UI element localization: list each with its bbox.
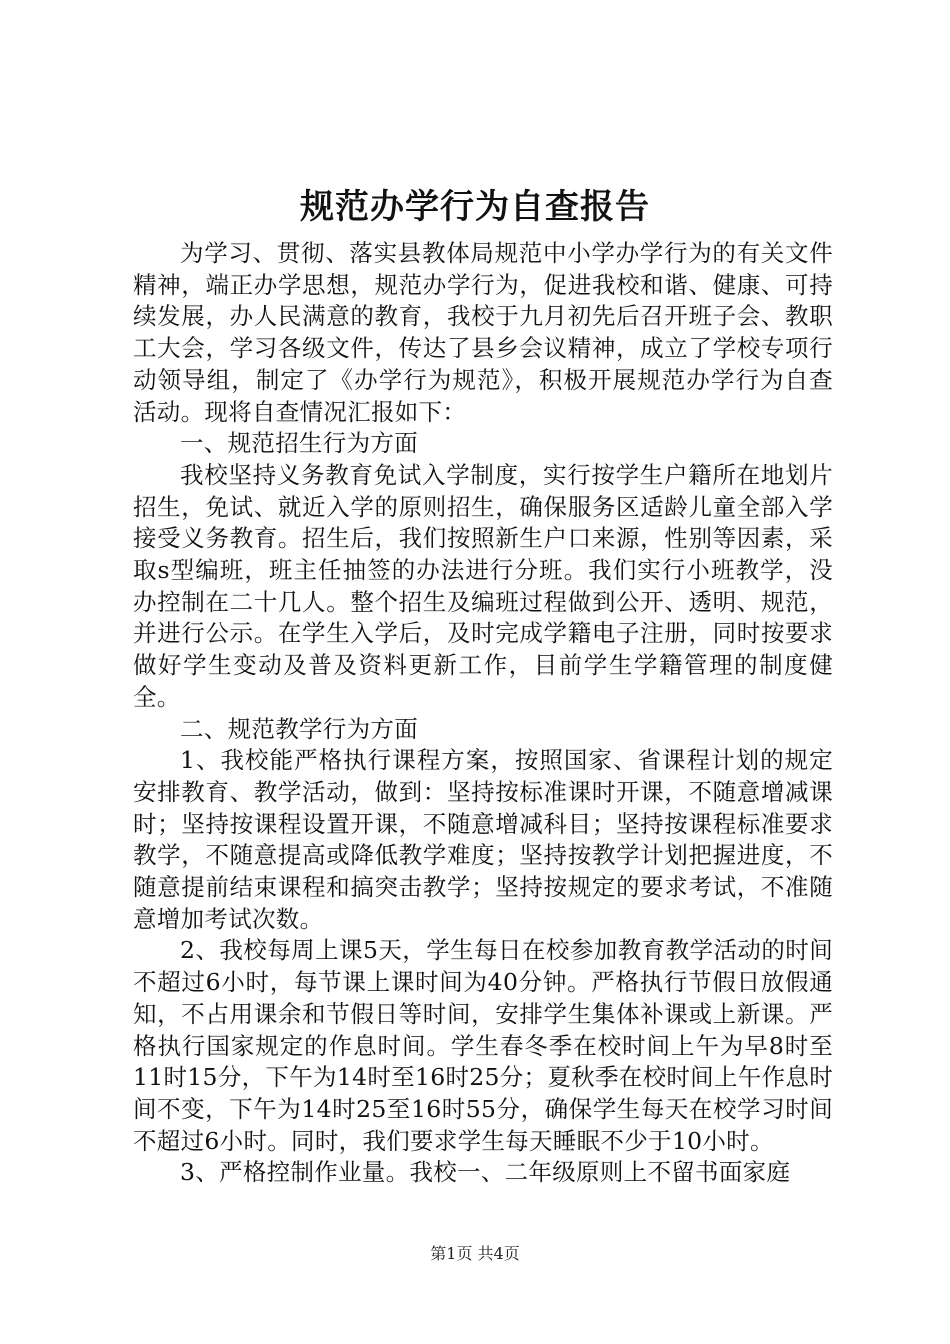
section-heading-enrollment: 一、规范招生行为方面 bbox=[180, 429, 418, 458]
intro-paragraph: 为学习、贯彻、落实县教体局规范中小学办学行为的有关文件精神，端正办学思想，规范办学行为，促进我校和谐、健康、可持续发展，办人民满意的教育，我校于九月初先后召开班子会、教职工大会，学习各级文件，传达了县乡会议精神，成立了学校专项行动领导组，制定了《办学行为规范》，积极开展规范办学行为自查活动。现将自查情况汇报如下： bbox=[133, 239, 833, 426]
page-number-footer: 第1页 共4页 bbox=[430, 1244, 520, 1263]
document-body bbox=[133, 238, 833, 1189]
teaching-paragraph-1: 1、我校能严格执行课程方案，按照国家、省课程计划的规定安排教育、教学活动，做到：坚持按标准课时开课，不随意增减课时；坚持按课程设置开课，不随意增减科目；坚持按课程标准要求教学，不随意提高或降低教学难度；坚持按教学计划把握进度，不随意提前结束课程和搞突击教学；坚持按规定的要求考试，不准随意增加考试次数。 bbox=[133, 746, 833, 933]
teaching-paragraph-3: 3、严格控制作业量。我校一、二年级原则上不留书面家庭 bbox=[180, 1158, 791, 1187]
enrollment-paragraph: 我校坚持义务教育免试入学制度，实行按学生户籍所在地划片招生，免试、就近入学的原则招生，确保服务区适龄儿童全部入学接受义务教育。招生后，我们按照新生户口来源，性别等因素，采取s型编班，班主任抽签的办法进行分班。我们实行小班教学，没办控制在二十几人。整个招生及编班过程做到公开、透明、规范，并进行公示。在学生入学后，及时完成学籍电子注册，同时按要求做好学生变动及普及资料更新工作，目前学生学籍管理的制度健全。 bbox=[133, 460, 833, 711]
teaching-paragraph-2: 2、我校每周上课5天，学生每日在校参加教育教学活动的时间不超过6小时，每节课上课时间为40分钟。严格执行节假日放假通知，不占用课余和节假日等时间，安排学生集体补课或上新课。严格执行国家规定的作息时间。学生春冬季在校时间上午为早8时至11时15分，下午为14时至16时25分；夏秋季在校时间上午作息时间不变，下午为14时25至16时55分，确保学生每天在校学习时间不超过6小时。同时，我们要求学生每天睡眠不少于10小时。 bbox=[133, 936, 833, 1155]
section-heading-teaching: 二、规范教学行为方面 bbox=[180, 714, 418, 743]
document-title: 规范办学行为自查报告 bbox=[300, 187, 650, 227]
